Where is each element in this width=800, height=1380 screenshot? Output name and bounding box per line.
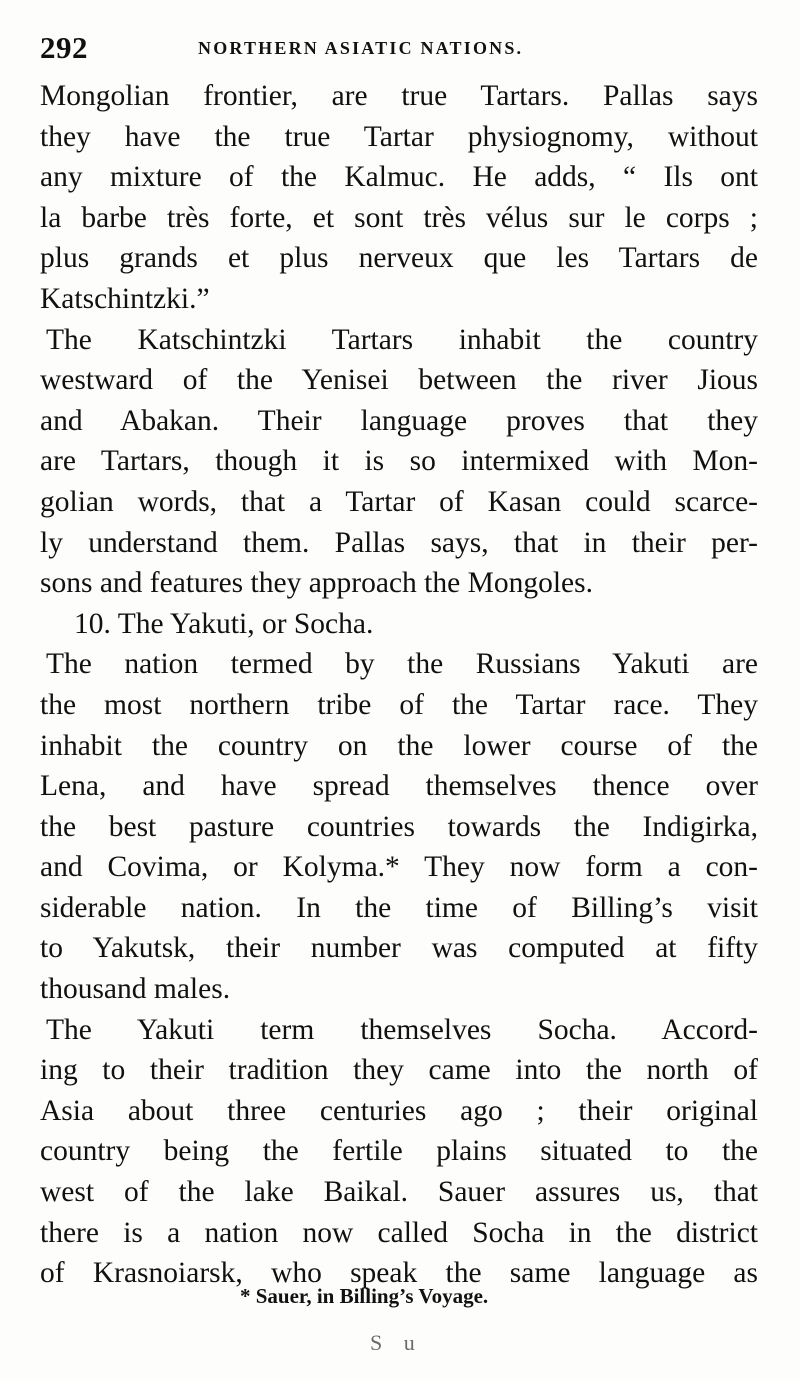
text-line: any mixture of the Kalmuc. He adds, “ Ils ont [40, 161, 758, 194]
text-line: west of the lake Baikal. Sauer assures us, that [40, 1176, 758, 1209]
text-line: siderable nation. In the time of Billing’s visit [40, 891, 758, 924]
text-line: there is a nation now called Socha in the district [40, 1216, 758, 1249]
paragraph-start: The nation termed by the Russians Yakuti are [46, 648, 758, 681]
text-line: the most northern tribe of the Tartar race. They [40, 688, 758, 721]
text-line: and Abakan. Their language proves that they [40, 404, 758, 437]
text-line: thousand males. [40, 973, 231, 1006]
text-line: Asia about three centuries ago ; their original [40, 1094, 758, 1127]
text-line: la barbe très forte, et sont très vélus sur le corps ; [40, 201, 758, 234]
text-line: country being the fertile plains situated to the [40, 1135, 758, 1168]
running-head: NORTHERN ASIATIC NATIONS. [198, 38, 524, 58]
text-line: Lena, and have spread themselves thence over [40, 770, 758, 803]
signature-mark: S u [370, 1330, 423, 1355]
text-line: and Covima, or Kolyma.* They now form a con- [40, 851, 758, 884]
text-line: plus grands et plus nerveux que les Tartars de [40, 242, 758, 275]
paragraph-start: The Katschintzki Tartars inhabit the country [46, 323, 758, 356]
text-line: westward of the Yenisei between the river Jious [40, 364, 758, 397]
section-heading: 10. The Yakuti, or Socha. [74, 607, 374, 640]
text-line: of Krasnoiarsk, who speak the same language as [40, 1257, 758, 1290]
page-number: 292 [40, 30, 88, 65]
text-line: ly understand them. Pallas says, that in their per- [40, 526, 758, 559]
text-line: golian words, that a Tartar of Kasan could scarce- [40, 485, 758, 518]
text-line: the best pasture countries towards the Indigirka, [40, 810, 758, 843]
page-header [40, 26, 760, 70]
text-line: Mongolian frontier, are true Tartars. Pallas says [40, 80, 758, 112]
text-line: they have the true Tartar physiognomy, without [40, 120, 758, 153]
body-text [40, 76, 758, 1294]
text-line: are Tartars, though it is so intermixed with Mon- [40, 445, 758, 478]
text-line: ing to their tradition they came into the north of [40, 1054, 758, 1087]
footnote: * Sauer, in Billing’s Voyage. [240, 1284, 489, 1308]
paragraph-start: The Yakuti term themselves Socha. Accord- [46, 1013, 758, 1046]
text-line: sons and features they approach the Mongoles. [40, 567, 593, 600]
text-line: Katschintzki.” [40, 282, 210, 315]
text-line: inhabit the country on the lower course of the [40, 729, 758, 762]
text-line: to Yakutsk, their number was computed at fifty [40, 932, 758, 965]
